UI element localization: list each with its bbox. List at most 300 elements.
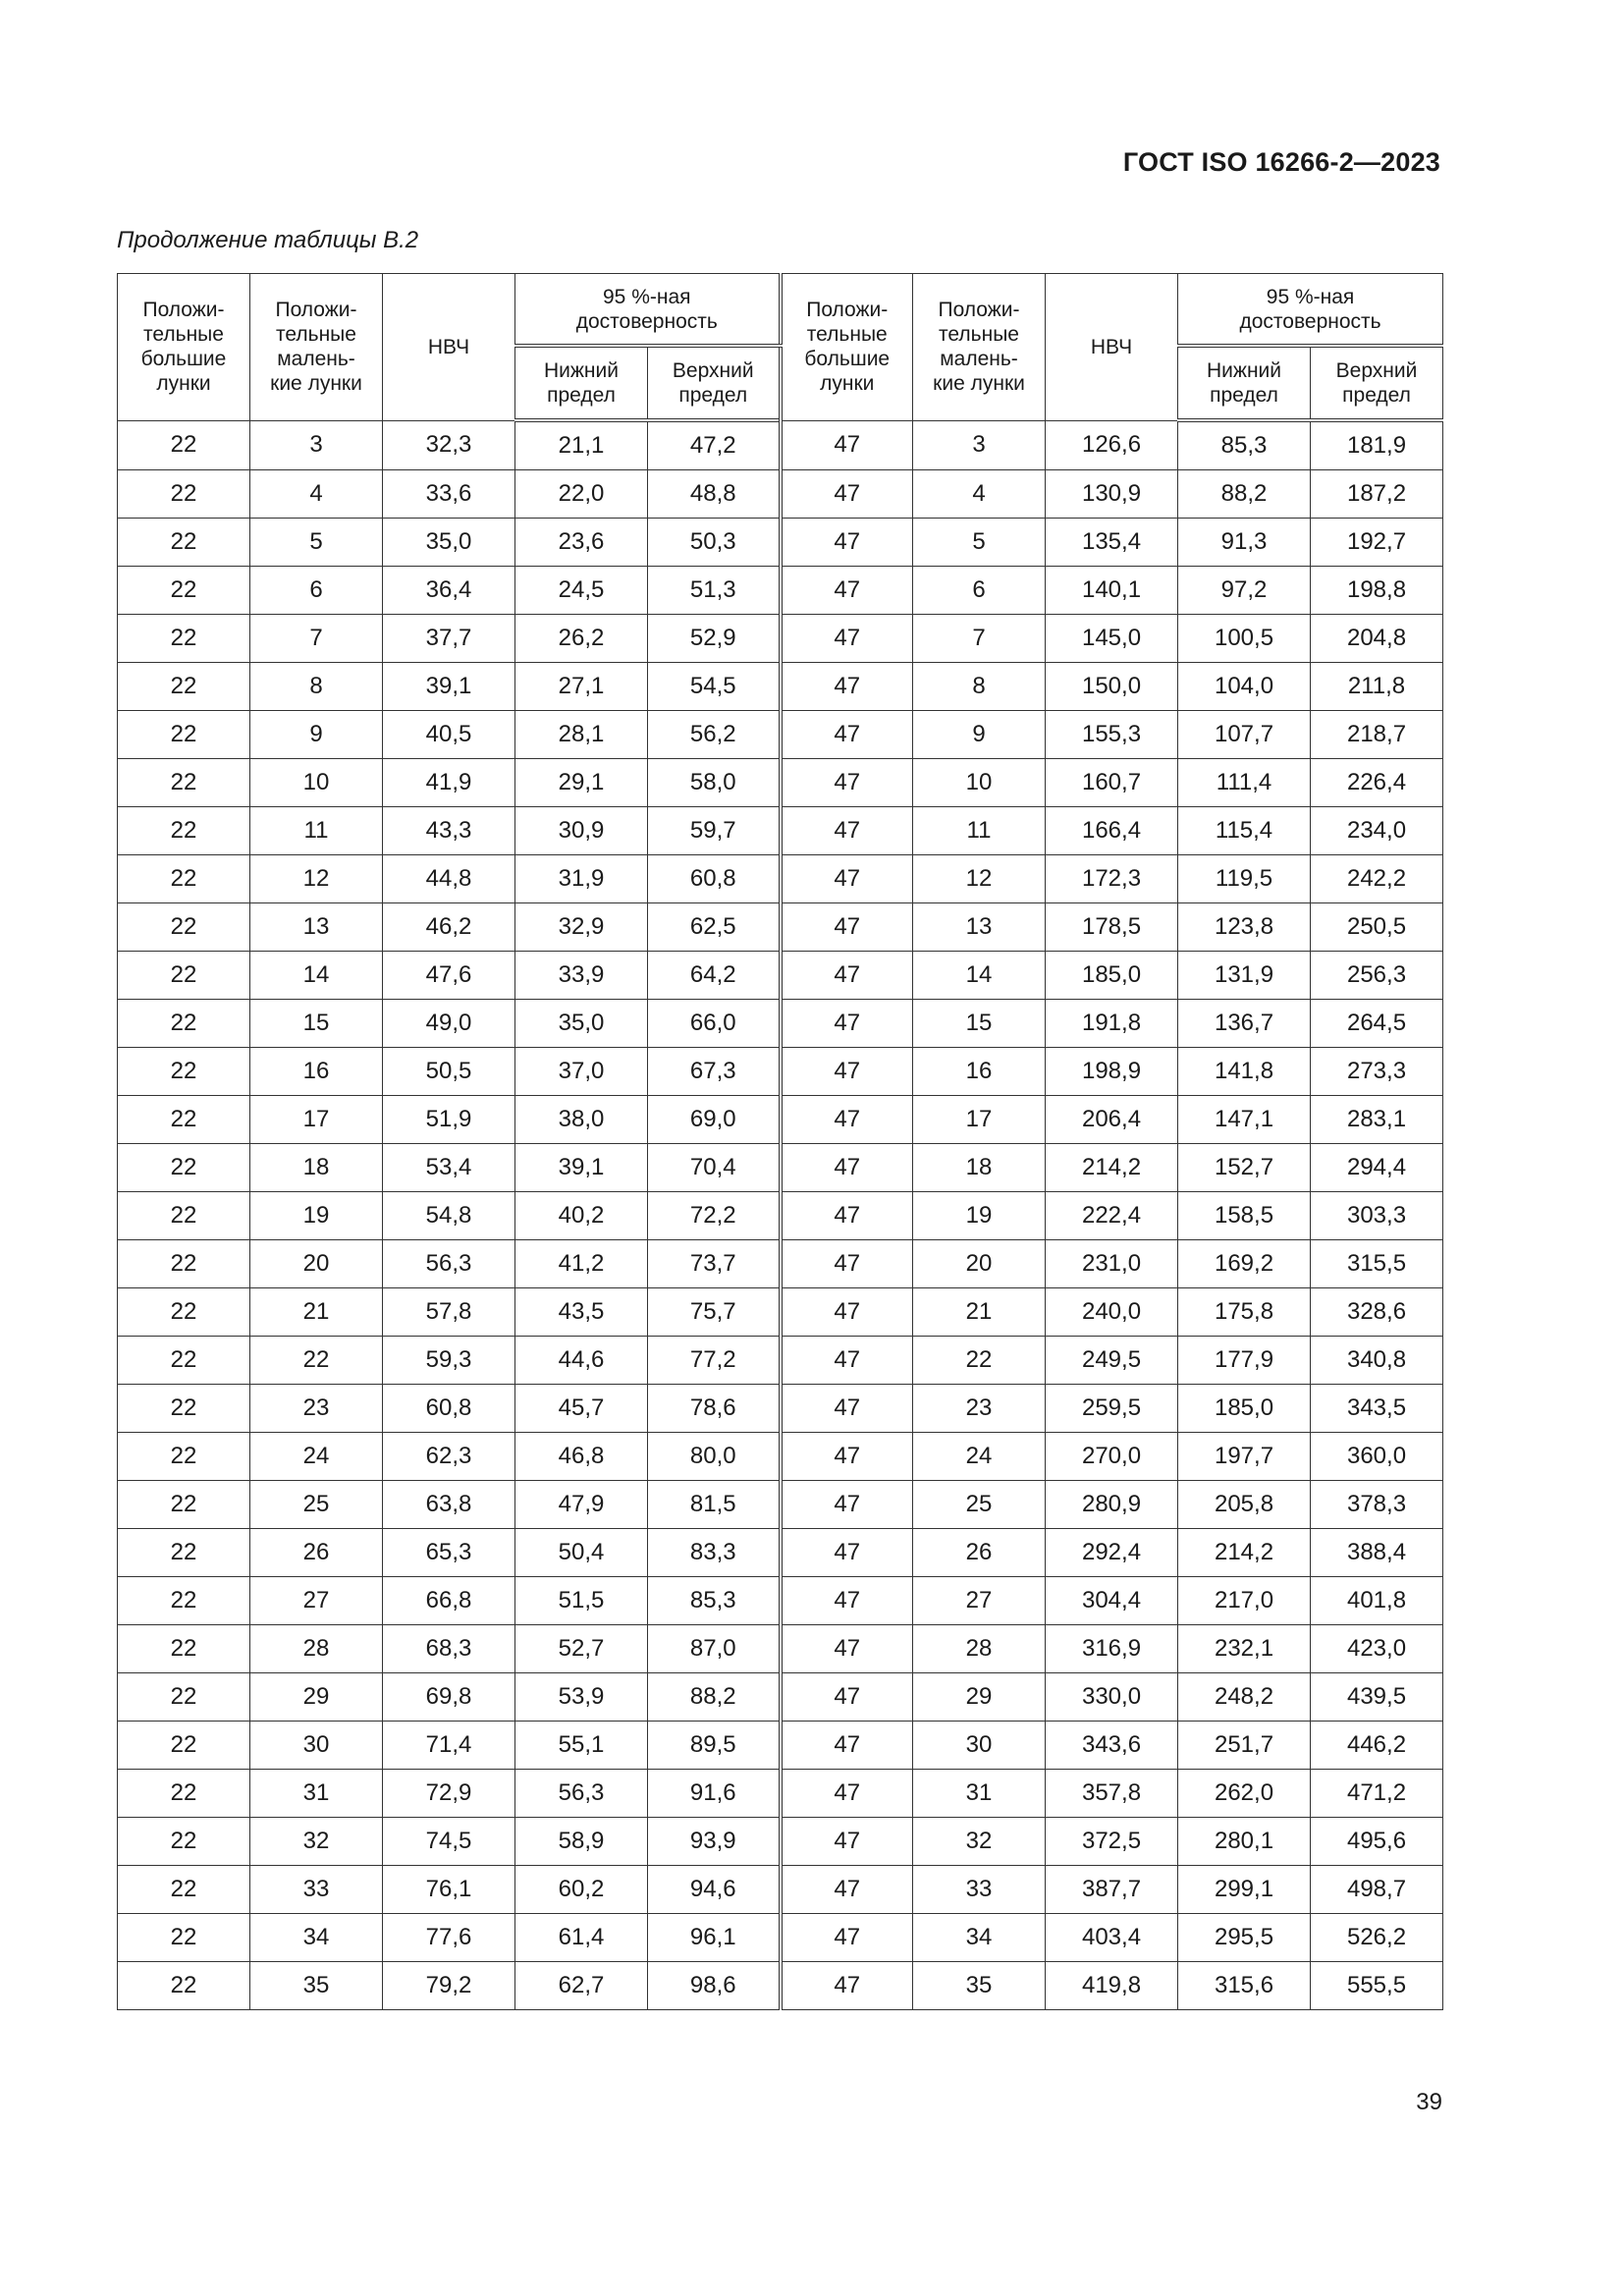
table-row: [118, 1625, 1443, 1673]
table-row: [118, 1433, 1443, 1481]
cell-upper-limit: 88,2: [648, 1673, 781, 1722]
cell-mpn: 330,0: [1046, 1673, 1178, 1722]
table-row: [118, 1385, 1443, 1433]
page-number: 39: [1416, 2089, 1442, 2115]
cell-small-wells: 34: [250, 1914, 383, 1962]
cell-upper-limit: 56,2: [648, 711, 781, 759]
cell-large-wells: 47: [781, 1770, 913, 1818]
cell-upper-limit: 70,4: [648, 1144, 781, 1192]
cell-upper-limit: 388,4: [1311, 1529, 1443, 1577]
cell-small-wells: 23: [913, 1385, 1046, 1433]
cell-mpn: 231,0: [1046, 1240, 1178, 1288]
cell-small-wells: 21: [250, 1288, 383, 1337]
table-row: [118, 1192, 1443, 1240]
cell-upper-limit: 91,6: [648, 1770, 781, 1818]
cell-small-wells: 22: [913, 1337, 1046, 1385]
cell-upper-limit: 59,7: [648, 807, 781, 855]
cell-lower-limit: 52,7: [515, 1625, 648, 1673]
cell-large-wells: 22: [118, 1529, 250, 1577]
table-row: [118, 1818, 1443, 1866]
cell-large-wells: 22: [118, 420, 250, 470]
cell-upper-limit: 211,8: [1311, 663, 1443, 711]
cell-small-wells: 7: [250, 615, 383, 663]
cell-lower-limit: 197,7: [1178, 1433, 1311, 1481]
cell-mpn: 71,4: [383, 1722, 515, 1770]
table-row: [118, 1914, 1443, 1962]
column-header-upper-limit: Верхний предел: [1311, 346, 1443, 420]
cell-mpn: 270,0: [1046, 1433, 1178, 1481]
cell-lower-limit: 214,2: [1178, 1529, 1311, 1577]
cell-lower-limit: 45,7: [515, 1385, 648, 1433]
cell-large-wells: 22: [118, 615, 250, 663]
cell-mpn: 185,0: [1046, 952, 1178, 1000]
table-header: [118, 274, 1443, 421]
cell-mpn: 77,6: [383, 1914, 515, 1962]
table-row: [118, 663, 1443, 711]
cell-lower-limit: 111,4: [1178, 759, 1311, 807]
data-table: [117, 273, 1443, 2010]
table-row: [118, 1048, 1443, 1096]
cell-lower-limit: 107,7: [1178, 711, 1311, 759]
cell-mpn: 130,9: [1046, 470, 1178, 519]
cell-lower-limit: 24,5: [515, 567, 648, 615]
cell-large-wells: 22: [118, 663, 250, 711]
cell-small-wells: 23: [250, 1385, 383, 1433]
cell-upper-limit: 192,7: [1311, 519, 1443, 567]
cell-lower-limit: 38,0: [515, 1096, 648, 1144]
cell-lower-limit: 50,4: [515, 1529, 648, 1577]
cell-lower-limit: 169,2: [1178, 1240, 1311, 1288]
cell-small-wells: 29: [250, 1673, 383, 1722]
table-row: [118, 952, 1443, 1000]
cell-small-wells: 14: [250, 952, 383, 1000]
cell-mpn: 69,8: [383, 1673, 515, 1722]
cell-small-wells: 28: [250, 1625, 383, 1673]
cell-mpn: 74,5: [383, 1818, 515, 1866]
cell-lower-limit: 119,5: [1178, 855, 1311, 903]
cell-large-wells: 22: [118, 1770, 250, 1818]
table-body: [118, 420, 1443, 2010]
column-header-large-wells: Положи- тельные большие лунки: [781, 274, 913, 421]
cell-small-wells: 15: [250, 1000, 383, 1048]
cell-small-wells: 32: [250, 1818, 383, 1866]
cell-mpn: 43,3: [383, 807, 515, 855]
cell-upper-limit: 250,5: [1311, 903, 1443, 952]
cell-lower-limit: 251,7: [1178, 1722, 1311, 1770]
cell-mpn: 39,1: [383, 663, 515, 711]
cell-small-wells: 31: [250, 1770, 383, 1818]
cell-small-wells: 17: [913, 1096, 1046, 1144]
cell-small-wells: 28: [913, 1625, 1046, 1673]
cell-mpn: 387,7: [1046, 1866, 1178, 1914]
cell-small-wells: 17: [250, 1096, 383, 1144]
cell-mpn: 59,3: [383, 1337, 515, 1385]
cell-lower-limit: 115,4: [1178, 807, 1311, 855]
cell-small-wells: 13: [250, 903, 383, 952]
cell-lower-limit: 61,4: [515, 1914, 648, 1962]
cell-small-wells: 29: [913, 1673, 1046, 1722]
cell-mpn: 40,5: [383, 711, 515, 759]
cell-small-wells: 20: [250, 1240, 383, 1288]
cell-mpn: 249,5: [1046, 1337, 1178, 1385]
cell-large-wells: 47: [781, 1433, 913, 1481]
cell-small-wells: 12: [250, 855, 383, 903]
cell-small-wells: 32: [913, 1818, 1046, 1866]
cell-upper-limit: 495,6: [1311, 1818, 1443, 1866]
cell-upper-limit: 47,2: [648, 420, 781, 470]
cell-mpn: 53,4: [383, 1144, 515, 1192]
cell-lower-limit: 62,7: [515, 1962, 648, 2010]
cell-small-wells: 13: [913, 903, 1046, 952]
table-row: [118, 420, 1443, 470]
cell-lower-limit: 60,2: [515, 1866, 648, 1914]
cell-lower-limit: 29,1: [515, 759, 648, 807]
cell-upper-limit: 72,2: [648, 1192, 781, 1240]
cell-upper-limit: 226,4: [1311, 759, 1443, 807]
cell-lower-limit: 33,9: [515, 952, 648, 1000]
cell-small-wells: 30: [913, 1722, 1046, 1770]
cell-large-wells: 47: [781, 1673, 913, 1722]
cell-mpn: 214,2: [1046, 1144, 1178, 1192]
cell-large-wells: 22: [118, 470, 250, 519]
cell-mpn: 47,6: [383, 952, 515, 1000]
cell-large-wells: 47: [781, 1385, 913, 1433]
cell-upper-limit: 69,0: [648, 1096, 781, 1144]
cell-large-wells: 22: [118, 1962, 250, 2010]
cell-upper-limit: 66,0: [648, 1000, 781, 1048]
cell-upper-limit: 256,3: [1311, 952, 1443, 1000]
cell-lower-limit: 44,6: [515, 1337, 648, 1385]
cell-upper-limit: 555,5: [1311, 1962, 1443, 2010]
cell-large-wells: 47: [781, 1337, 913, 1385]
cell-mpn: 60,8: [383, 1385, 515, 1433]
column-header-confidence: 95 %-ная достоверность: [515, 274, 781, 347]
cell-small-wells: 18: [913, 1144, 1046, 1192]
cell-large-wells: 47: [781, 903, 913, 952]
cell-mpn: 372,5: [1046, 1818, 1178, 1866]
cell-mpn: 76,1: [383, 1866, 515, 1914]
cell-lower-limit: 136,7: [1178, 1000, 1311, 1048]
cell-upper-limit: 54,5: [648, 663, 781, 711]
cell-lower-limit: 248,2: [1178, 1673, 1311, 1722]
cell-small-wells: 33: [250, 1866, 383, 1914]
cell-large-wells: 47: [781, 1625, 913, 1673]
cell-lower-limit: 43,5: [515, 1288, 648, 1337]
cell-mpn: 36,4: [383, 567, 515, 615]
cell-small-wells: 7: [913, 615, 1046, 663]
cell-large-wells: 47: [781, 663, 913, 711]
cell-upper-limit: 234,0: [1311, 807, 1443, 855]
cell-small-wells: 26: [913, 1529, 1046, 1577]
cell-small-wells: 18: [250, 1144, 383, 1192]
cell-large-wells: 47: [781, 1577, 913, 1625]
cell-lower-limit: 185,0: [1178, 1385, 1311, 1433]
cell-large-wells: 47: [781, 807, 913, 855]
cell-mpn: 357,8: [1046, 1770, 1178, 1818]
cell-small-wells: 19: [250, 1192, 383, 1240]
cell-upper-limit: 96,1: [648, 1914, 781, 1962]
cell-large-wells: 47: [781, 1288, 913, 1337]
cell-upper-limit: 218,7: [1311, 711, 1443, 759]
cell-upper-limit: 80,0: [648, 1433, 781, 1481]
cell-lower-limit: 35,0: [515, 1000, 648, 1048]
cell-lower-limit: 85,3: [1178, 420, 1311, 470]
cell-large-wells: 22: [118, 1625, 250, 1673]
cell-large-wells: 47: [781, 759, 913, 807]
column-header-mpn: НВЧ: [383, 274, 515, 421]
cell-upper-limit: 52,9: [648, 615, 781, 663]
cell-small-wells: 24: [250, 1433, 383, 1481]
cell-lower-limit: 100,5: [1178, 615, 1311, 663]
cell-small-wells: 26: [250, 1529, 383, 1577]
cell-large-wells: 47: [781, 855, 913, 903]
cell-small-wells: 27: [250, 1577, 383, 1625]
table-row: [118, 855, 1443, 903]
cell-mpn: 54,8: [383, 1192, 515, 1240]
cell-small-wells: 11: [913, 807, 1046, 855]
cell-large-wells: 22: [118, 855, 250, 903]
cell-small-wells: 35: [913, 1962, 1046, 2010]
cell-large-wells: 22: [118, 1048, 250, 1096]
cell-lower-limit: 21,1: [515, 420, 648, 470]
cell-upper-limit: 401,8: [1311, 1577, 1443, 1625]
cell-upper-limit: 283,1: [1311, 1096, 1443, 1144]
column-header-upper-limit: Верхний предел: [648, 346, 781, 420]
cell-upper-limit: 315,5: [1311, 1240, 1443, 1288]
cell-large-wells: 47: [781, 519, 913, 567]
table-row: [118, 807, 1443, 855]
cell-mpn: 56,3: [383, 1240, 515, 1288]
cell-small-wells: 24: [913, 1433, 1046, 1481]
cell-large-wells: 22: [118, 1481, 250, 1529]
cell-upper-limit: 378,3: [1311, 1481, 1443, 1529]
cell-mpn: 240,0: [1046, 1288, 1178, 1337]
cell-large-wells: 47: [781, 1722, 913, 1770]
table-row: [118, 1144, 1443, 1192]
cell-small-wells: 4: [913, 470, 1046, 519]
cell-lower-limit: 39,1: [515, 1144, 648, 1192]
cell-lower-limit: 262,0: [1178, 1770, 1311, 1818]
cell-upper-limit: 273,3: [1311, 1048, 1443, 1096]
cell-mpn: 140,1: [1046, 567, 1178, 615]
cell-large-wells: 22: [118, 1096, 250, 1144]
cell-large-wells: 22: [118, 1000, 250, 1048]
table-row: [118, 1481, 1443, 1529]
table-row: [118, 567, 1443, 615]
cell-mpn: 222,4: [1046, 1192, 1178, 1240]
cell-upper-limit: 204,8: [1311, 615, 1443, 663]
cell-upper-limit: 187,2: [1311, 470, 1443, 519]
table-container: [117, 273, 1442, 2010]
cell-upper-limit: 294,4: [1311, 1144, 1443, 1192]
cell-mpn: 419,8: [1046, 1962, 1178, 2010]
cell-mpn: 178,5: [1046, 903, 1178, 952]
cell-large-wells: 22: [118, 711, 250, 759]
cell-mpn: 65,3: [383, 1529, 515, 1577]
cell-mpn: 304,4: [1046, 1577, 1178, 1625]
cell-small-wells: 8: [913, 663, 1046, 711]
cell-small-wells: 34: [913, 1914, 1046, 1962]
cell-large-wells: 47: [781, 1096, 913, 1144]
cell-upper-limit: 51,3: [648, 567, 781, 615]
cell-large-wells: 47: [781, 1144, 913, 1192]
cell-small-wells: 20: [913, 1240, 1046, 1288]
cell-upper-limit: 75,7: [648, 1288, 781, 1337]
cell-upper-limit: 94,6: [648, 1866, 781, 1914]
cell-lower-limit: 23,6: [515, 519, 648, 567]
cell-small-wells: 4: [250, 470, 383, 519]
cell-mpn: 280,9: [1046, 1481, 1178, 1529]
cell-large-wells: 22: [118, 807, 250, 855]
cell-large-wells: 22: [118, 1385, 250, 1433]
cell-small-wells: 10: [913, 759, 1046, 807]
cell-upper-limit: 98,6: [648, 1962, 781, 2010]
cell-small-wells: 15: [913, 1000, 1046, 1048]
column-header-mpn: НВЧ: [1046, 274, 1178, 421]
cell-small-wells: 6: [913, 567, 1046, 615]
cell-mpn: 41,9: [383, 759, 515, 807]
cell-large-wells: 22: [118, 519, 250, 567]
cell-lower-limit: 37,0: [515, 1048, 648, 1096]
cell-lower-limit: 152,7: [1178, 1144, 1311, 1192]
cell-lower-limit: 131,9: [1178, 952, 1311, 1000]
table-row: [118, 519, 1443, 567]
cell-upper-limit: 85,3: [648, 1577, 781, 1625]
cell-large-wells: 47: [781, 711, 913, 759]
cell-small-wells: 33: [913, 1866, 1046, 1914]
cell-lower-limit: 22,0: [515, 470, 648, 519]
cell-mpn: 62,3: [383, 1433, 515, 1481]
cell-upper-limit: 87,0: [648, 1625, 781, 1673]
cell-small-wells: 16: [913, 1048, 1046, 1096]
cell-lower-limit: 147,1: [1178, 1096, 1311, 1144]
cell-mpn: 46,2: [383, 903, 515, 952]
cell-lower-limit: 280,1: [1178, 1818, 1311, 1866]
table-row: [118, 1962, 1443, 2010]
cell-small-wells: 25: [250, 1481, 383, 1529]
cell-upper-limit: 498,7: [1311, 1866, 1443, 1914]
cell-large-wells: 22: [118, 1337, 250, 1385]
cell-lower-limit: 27,1: [515, 663, 648, 711]
cell-small-wells: 6: [250, 567, 383, 615]
cell-mpn: 403,4: [1046, 1914, 1178, 1962]
cell-mpn: 50,5: [383, 1048, 515, 1096]
cell-large-wells: 22: [118, 1722, 250, 1770]
cell-large-wells: 47: [781, 1048, 913, 1096]
cell-mpn: 44,8: [383, 855, 515, 903]
cell-upper-limit: 62,5: [648, 903, 781, 952]
cell-mpn: 150,0: [1046, 663, 1178, 711]
cell-mpn: 49,0: [383, 1000, 515, 1048]
cell-upper-limit: 48,8: [648, 470, 781, 519]
cell-large-wells: 47: [781, 1240, 913, 1288]
cell-large-wells: 47: [781, 1481, 913, 1529]
cell-lower-limit: 56,3: [515, 1770, 648, 1818]
cell-mpn: 166,4: [1046, 807, 1178, 855]
table-row: [118, 1673, 1443, 1722]
cell-large-wells: 22: [118, 1144, 250, 1192]
cell-large-wells: 22: [118, 1192, 250, 1240]
cell-upper-limit: 340,8: [1311, 1337, 1443, 1385]
table-row: [118, 1240, 1443, 1288]
column-header-large-wells: Положи- тельные большие лунки: [118, 274, 250, 421]
cell-upper-limit: 423,0: [1311, 1625, 1443, 1673]
cell-mpn: 206,4: [1046, 1096, 1178, 1144]
cell-small-wells: 30: [250, 1722, 383, 1770]
cell-mpn: 57,8: [383, 1288, 515, 1337]
cell-large-wells: 47: [781, 952, 913, 1000]
cell-mpn: 126,6: [1046, 420, 1178, 470]
cell-large-wells: 22: [118, 1866, 250, 1914]
cell-upper-limit: 58,0: [648, 759, 781, 807]
cell-upper-limit: 73,7: [648, 1240, 781, 1288]
cell-lower-limit: 53,9: [515, 1673, 648, 1722]
cell-lower-limit: 299,1: [1178, 1866, 1311, 1914]
cell-lower-limit: 217,0: [1178, 1577, 1311, 1625]
cell-large-wells: 47: [781, 1529, 913, 1577]
cell-lower-limit: 28,1: [515, 711, 648, 759]
cell-upper-limit: 303,3: [1311, 1192, 1443, 1240]
cell-mpn: 160,7: [1046, 759, 1178, 807]
table-row: [118, 1337, 1443, 1385]
cell-small-wells: 5: [913, 519, 1046, 567]
table-row: [118, 1529, 1443, 1577]
table-row: [118, 1096, 1443, 1144]
table-row: [118, 1770, 1443, 1818]
table-row: [118, 711, 1443, 759]
cell-lower-limit: 40,2: [515, 1192, 648, 1240]
cell-large-wells: 47: [781, 420, 913, 470]
cell-lower-limit: 295,5: [1178, 1914, 1311, 1962]
cell-lower-limit: 123,8: [1178, 903, 1311, 952]
cell-upper-limit: 526,2: [1311, 1914, 1443, 1962]
table-row: [118, 903, 1443, 952]
cell-upper-limit: 328,6: [1311, 1288, 1443, 1337]
cell-mpn: 343,6: [1046, 1722, 1178, 1770]
cell-lower-limit: 55,1: [515, 1722, 648, 1770]
cell-small-wells: 9: [250, 711, 383, 759]
table-row: [118, 615, 1443, 663]
cell-lower-limit: 51,5: [515, 1577, 648, 1625]
cell-large-wells: 47: [781, 567, 913, 615]
cell-small-wells: 9: [913, 711, 1046, 759]
cell-large-wells: 22: [118, 1433, 250, 1481]
cell-large-wells: 47: [781, 1914, 913, 1962]
cell-upper-limit: 64,2: [648, 952, 781, 1000]
cell-lower-limit: 158,5: [1178, 1192, 1311, 1240]
cell-lower-limit: 91,3: [1178, 519, 1311, 567]
cell-upper-limit: 198,8: [1311, 567, 1443, 615]
cell-upper-limit: 343,5: [1311, 1385, 1443, 1433]
cell-mpn: 33,6: [383, 470, 515, 519]
cell-large-wells: 47: [781, 1000, 913, 1048]
cell-large-wells: 47: [781, 1818, 913, 1866]
cell-upper-limit: 181,9: [1311, 420, 1443, 470]
table-row: [118, 470, 1443, 519]
cell-small-wells: 5: [250, 519, 383, 567]
cell-small-wells: 11: [250, 807, 383, 855]
cell-mpn: 191,8: [1046, 1000, 1178, 1048]
cell-lower-limit: 31,9: [515, 855, 648, 903]
cell-upper-limit: 50,3: [648, 519, 781, 567]
cell-lower-limit: 104,0: [1178, 663, 1311, 711]
cell-mpn: 79,2: [383, 1962, 515, 2010]
table-caption: Продолжение таблицы В.2: [117, 227, 419, 253]
cell-upper-limit: 242,2: [1311, 855, 1443, 903]
cell-small-wells: 25: [913, 1481, 1046, 1529]
cell-large-wells: 47: [781, 470, 913, 519]
cell-lower-limit: 58,9: [515, 1818, 648, 1866]
